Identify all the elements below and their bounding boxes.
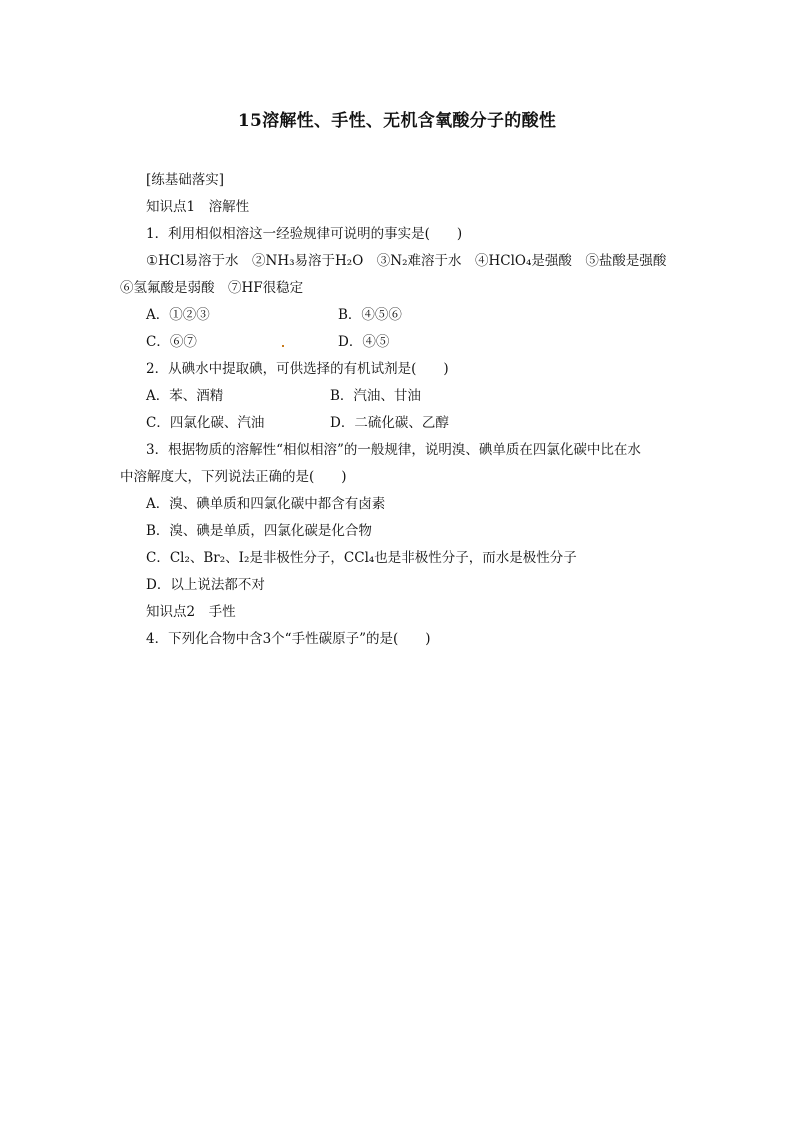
stray-dot-mark (282, 345, 284, 347)
section-heading: [练基础落实] (146, 172, 225, 188)
question-1-facts-line-2: ⑥氢氟酸是弱酸 ⑦HF很稳定 (120, 280, 304, 296)
knowledge-point-1: 知识点1 溶解性 (146, 199, 250, 215)
question-3-option-d: D．以上说法都不对 (146, 577, 265, 593)
question-2-option-a: A．苯、酒精 (146, 388, 224, 404)
question-2-option-d: D．二硫化碳、乙醇 (330, 415, 449, 431)
question-1-option-c: C．⑥⑦ (146, 334, 197, 350)
question-1-facts-line-1: ①HCl易溶于水 ②NH₃易溶于H₂O ③N₂难溶于水 ④HClO₄是强酸 ⑤盐酸是强酸 (146, 253, 667, 269)
question-3-option-c: C．Cl₂、Br₂、I₂是非极性分子，CCl₄也是非极性分子，而水是极性分子 (146, 550, 577, 566)
question-3-stem-line-1: 3．根据物质的溶解性“相似相溶”的一般规律，说明溴、碘单质在四氯化碳中比在水 (146, 442, 641, 458)
knowledge-point-2: 知识点2 手性 (146, 604, 236, 620)
question-1-option-b: B．④⑤⑥ (338, 307, 402, 323)
question-1-option-a: A．①②③ (146, 307, 210, 323)
question-1-stem: 1．利用相似相溶这一经验规律可说明的事实是( ) (146, 226, 463, 242)
question-2-option-b: B．汽油、甘油 (330, 388, 421, 404)
question-2-stem: 2．从碘水中提取碘，可供选择的有机试剂是( ) (146, 361, 449, 377)
question-3-stem-line-2: 中溶解度大，下列说法正确的是( ) (120, 469, 347, 485)
question-1-option-d: D．④⑤ (338, 334, 390, 350)
page-title: 15溶解性、手性、无机含氧酸分子的酸性 (237, 111, 557, 131)
question-2-option-c: C．四氯化碳、汽油 (146, 415, 265, 431)
question-3-option-a: A．溴、碘单质和四氯化碳中都含有卤素 (146, 496, 386, 512)
question-3-option-b: B．溴、碘是单质，四氯化碳是化合物 (146, 523, 372, 539)
question-4-stem: 4．下列化合物中含3个“手性碳原子”的是( ) (146, 631, 431, 647)
